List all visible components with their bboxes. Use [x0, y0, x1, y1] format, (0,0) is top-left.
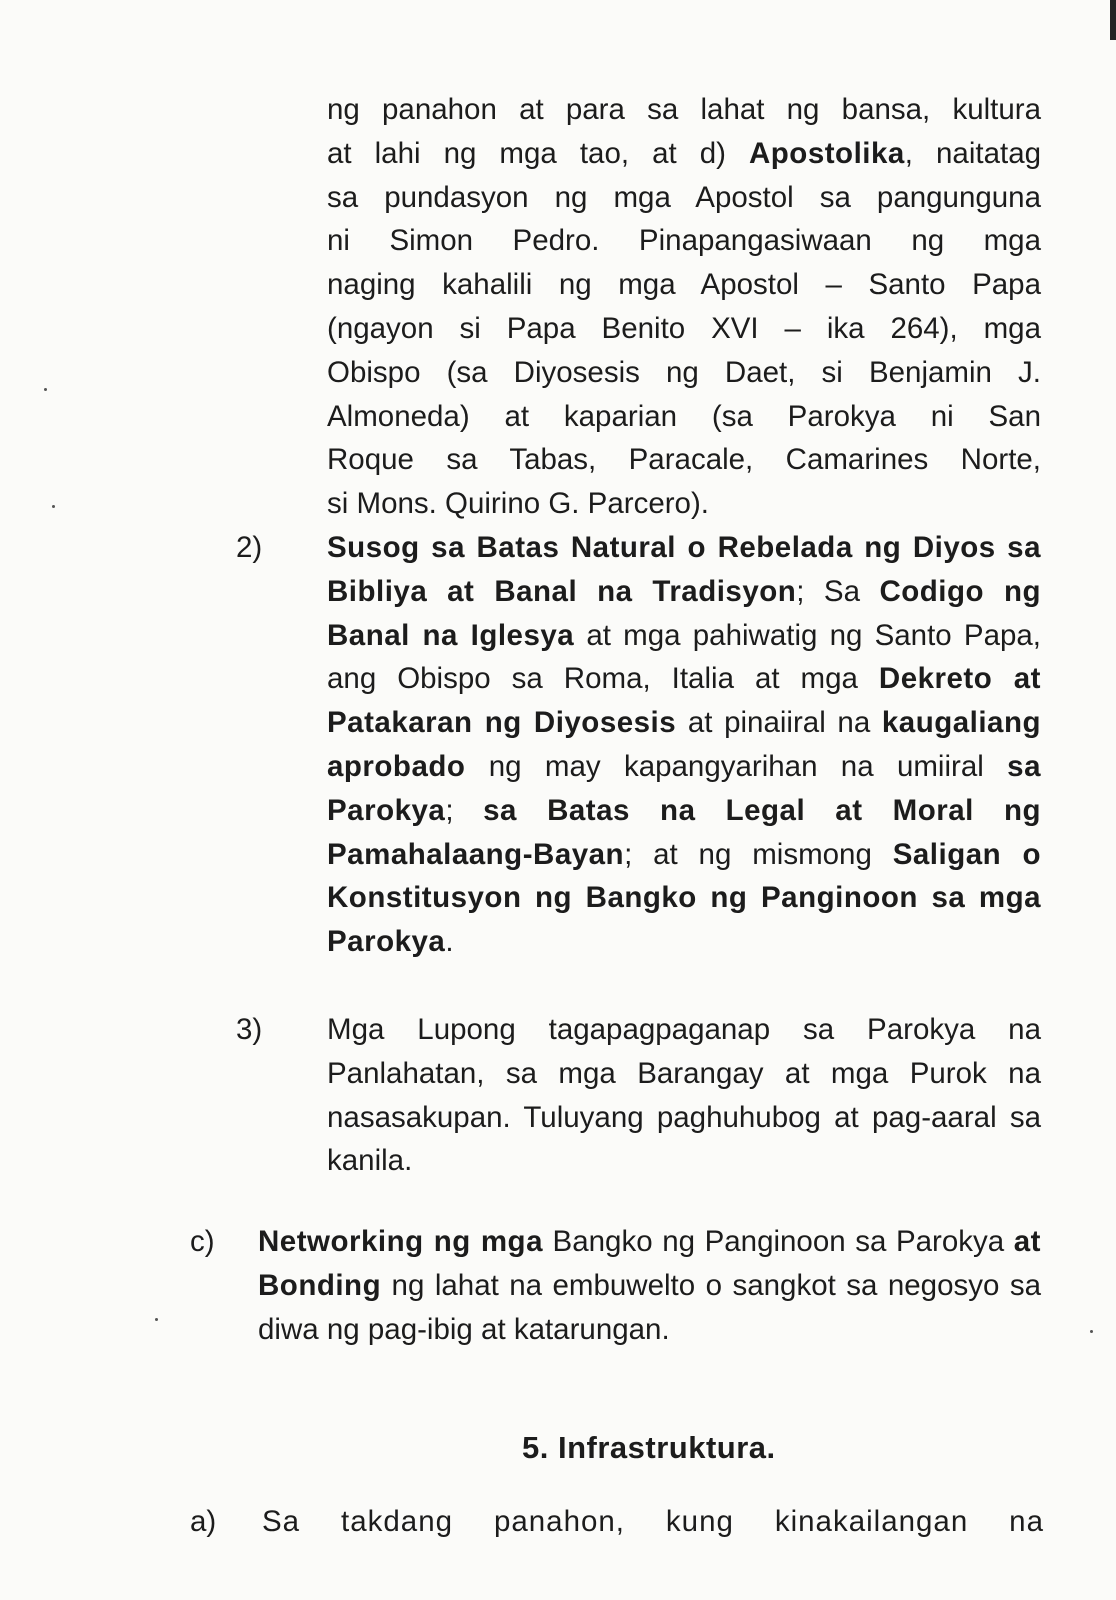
text-line: sa pundasyon ng mga Apostol sa pangunguna [327, 180, 1041, 214]
section-heading: 5. Infrastruktura. [522, 1430, 776, 1465]
text-line: Roque sa Tabas, Paracale, Camarines Norte, [327, 443, 1041, 477]
text-line: at lahi ng mga tao, at d) Apostolika, naitatag [327, 136, 1042, 170]
text-line: naging kahalili ng mga Apostol – Santo Papa [327, 268, 1041, 302]
item-3-text: Mga Lupong tagapagpaganap sa Parokya na Panlahatan, sa mga Barangay at mga Purok na nasasakupan. Tuluyang paghuhubog at pag-aaral sa kanila. [327, 1013, 1041, 1178]
item-2-marker: 2) [236, 531, 263, 564]
text-line: si Mons. Quirino G. Parcero). [327, 487, 709, 521]
item-2-text: Susog sa Batas Natural o Rebelada ng Diyos sa Bibliya at Banal na Tradisyon; Sa Codigo ng Banal na Iglesya at mga pahiwatig ng Santo Papa, ang Obispo sa Roma, Italia at mga Dekreto at Patakaran ng Diyosesis at pinaiiral na kaugaliang aprobado ng may kapangyarihan na umiiral sa Parokya; sa Batas na Legal at Moral ng Pamahalaang-Bayan; at ng mismong Saligan o Konstitusyon ng Bangko ng Panginoon sa mga Parokya. [327, 531, 1041, 959]
text-line: Obispo (sa Diyosesis ng Daet, si Benjamin J. [327, 355, 1041, 389]
text-line: ng panahon at para sa lahat ng bansa, kultura [327, 93, 1041, 126]
scan-speck [44, 388, 47, 391]
item-c-text: Networking ng mga Bangko ng Panginoon sa Parokya at Bonding ng lahat na embuwelto o sangkot sa negosyo sa diwa ng pag-ibig at katarungan. [258, 1225, 1041, 1346]
page-edge [1110, 0, 1116, 40]
item-3-marker: 3) [236, 1013, 263, 1046]
scan-speck [1090, 1330, 1093, 1333]
text-line: (ngayon si Papa Benito XVI – ika 264), mga [327, 311, 1041, 345]
continuation-paragraph [327, 88, 1041, 526]
item-a-text: Sa takdang panahon, kung kinakailangan na [262, 1505, 1044, 1538]
apostolika-term: Apostolika [748, 136, 905, 170]
text-line: Almoneda) at kaparian (sa Parokya ni San [327, 399, 1041, 433]
item-c-marker: c) [190, 1225, 215, 1258]
scan-speck [155, 1318, 158, 1321]
item-a-marker: a) [190, 1505, 217, 1538]
text-line: ni Simon Pedro. Pinapangasiwaan ng mga [327, 224, 1041, 258]
scan-speck [52, 505, 55, 508]
